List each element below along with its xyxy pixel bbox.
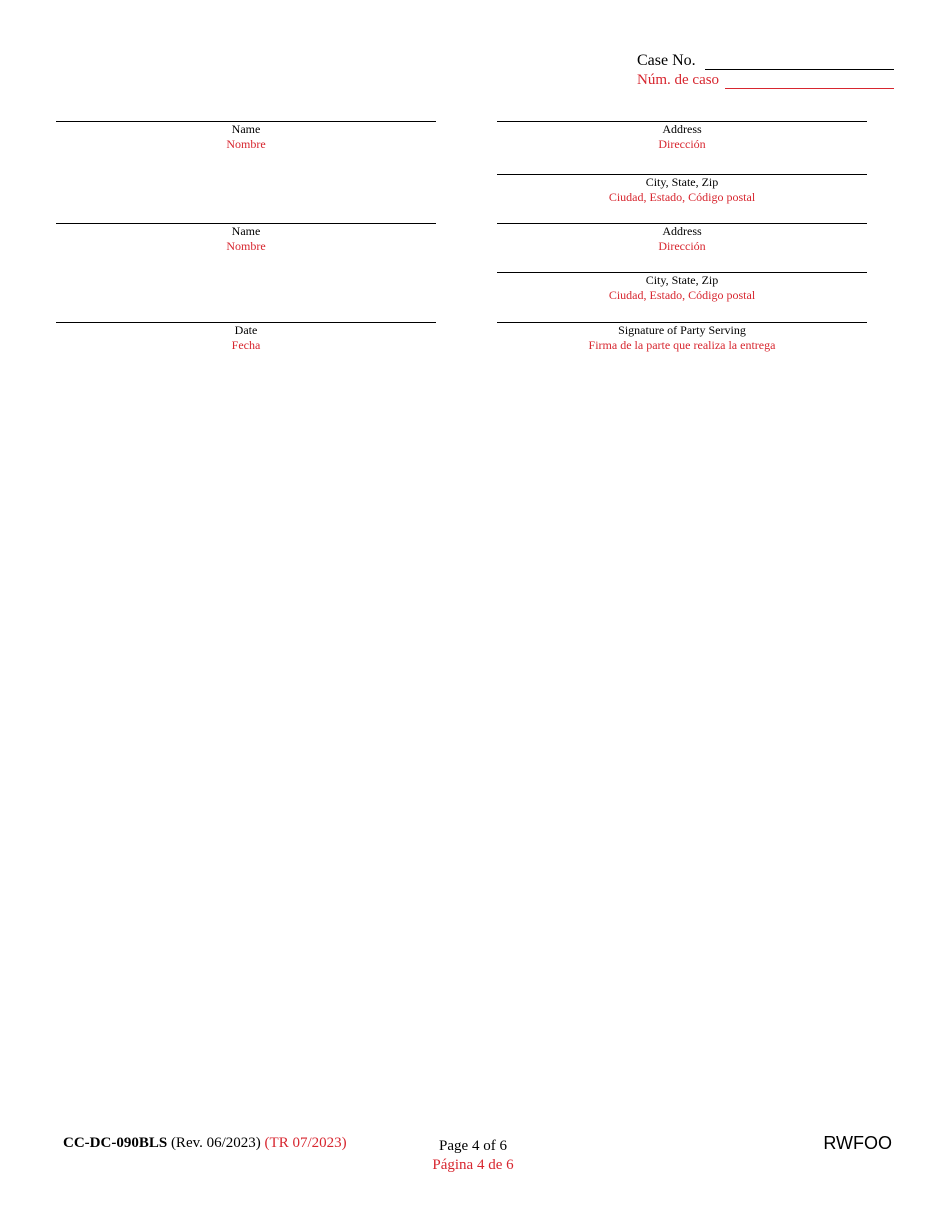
date-field[interactable]: [56, 322, 436, 353]
address-label-1: Address: [662, 122, 702, 136]
translation-revision: (TR 07/2023): [264, 1135, 347, 1151]
case-number-line[interactable]: [705, 69, 894, 70]
page-number-es: Página 4 de 6: [432, 1157, 514, 1173]
address-field-2[interactable]: [497, 223, 867, 254]
case-number-label: Case No.: [637, 52, 696, 69]
form-identifier: [63, 1135, 347, 1152]
form-id: CC-DC-090BLS: [63, 1135, 168, 1151]
name-field-1[interactable]: [56, 121, 436, 152]
name-label-1: Name: [231, 122, 261, 136]
signature-label: Signature of Party Serving: [618, 323, 746, 337]
address-label-es-2: Dirección: [658, 239, 706, 253]
name-label-2: Name: [231, 224, 261, 238]
city-label-2: City, State, Zip: [645, 273, 719, 287]
signature-field[interactable]: [497, 322, 867, 353]
name-label-es-1: Nombre: [226, 137, 266, 151]
form-code: RWFOO: [823, 1133, 892, 1153]
signature-label-es: Firma de la parte que realiza la entrega: [588, 338, 776, 352]
form-revision: (Rev. 06/2023): [170, 1135, 261, 1151]
city-label-1: City, State, Zip: [645, 175, 719, 189]
case-number-field: [637, 52, 696, 70]
city-field-2[interactable]: [497, 272, 867, 303]
city-label-es-1: Ciudad, Estado, Código postal: [608, 190, 756, 204]
city-label-es-2: Ciudad, Estado, Código postal: [608, 288, 756, 302]
address-label-es-1: Dirección: [658, 137, 706, 151]
page-number-en: Page 4 of 6: [439, 1138, 507, 1154]
address-label-2: Address: [662, 224, 702, 238]
case-number-line-es: [725, 88, 894, 89]
address-field-1[interactable]: [497, 121, 867, 152]
date-label-es: Fecha: [231, 338, 261, 352]
case-number-label-es: Núm. de caso: [637, 72, 720, 88]
date-label: Date: [234, 323, 258, 337]
page-number: [380, 1137, 566, 1175]
name-label-es-2: Nombre: [226, 239, 266, 253]
name-field-2[interactable]: [56, 223, 436, 254]
case-number-field-es: [637, 72, 719, 89]
city-field-1[interactable]: [497, 174, 867, 205]
